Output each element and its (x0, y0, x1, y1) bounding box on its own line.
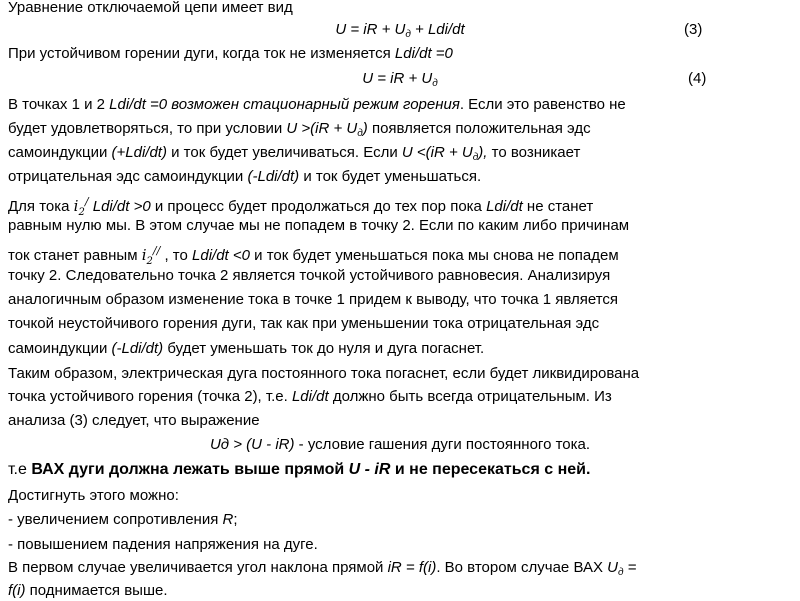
text-line-p14: анализа (3) следует, что выражение (8, 412, 260, 429)
current-i2-prime: $i_2^/$ (73, 195, 89, 218)
text-line-p13: точка устойчивого горения (точка 2), т.е. Ldi/dt должно быть всегда отрицательным. Из (8, 388, 612, 405)
text-line-p6: равным нулю мы. В этом случае мы не попадем в точку 2. Если по каким либо причинам (8, 217, 630, 234)
text-line-p11: самоиндукции (-Ldi/dt) будет уменьшать ток до нуля и дуга погаснет. (8, 340, 485, 357)
equation-4-number: (4) (688, 70, 707, 87)
text-line-steady: При устойчивом горении дуги, когда ток не изменяется Ldi/dt =0 (8, 45, 453, 62)
text-line-p1: В точках 1 и 2 Ldi/dt =0 возможен стационарный режим горения. Если это равенство не (8, 96, 626, 113)
equation-3-number: (3) (684, 21, 703, 38)
text-line-p4: отрицательная эдс самоиндукции (-Ldi/dt) и ток будет уменьшаться. (8, 168, 482, 185)
text-line-p10: точкой неустойчивого горения дуги, так как при уменьшении тока отрицательная эдс (8, 315, 600, 332)
equation-3-body: U = iR + $U_д + Ldi/dt$ (335, 21, 465, 40)
text-line-p18: В первом случае увеличивается угол наклона прямой iR = f(i). Во втором случае ВАХ $U_д$ = (8, 559, 637, 578)
text-line-intro (8, 0, 792, 18)
text: Уравнение отключаемой цепи имеет вид (8, 0, 293, 16)
list-item-resistance: - увеличением сопротивления R; (8, 511, 238, 528)
equation-4-body: U = iR + $U_д$ (362, 70, 438, 89)
text-line-p12: Таким образом, электрическая дуга постоянного тока погаснет, если будет ликвидирована (8, 365, 640, 382)
text-line-p19: f(i) поднимается выше. (8, 582, 168, 599)
text-line-p5: Для тока $i_2^/$ Ldi/dt >0 и процесс будет продолжаться до тех пор пока Ldi/dt не станет (8, 195, 594, 218)
text-line-condition: Uд > (U - iR) - условие гашения дуги постоянного тока. (209, 436, 591, 453)
current-i2-double-prime: $i_2^{//}$ (141, 244, 161, 267)
text-line-p9: аналогичным образом изменение тока в точке 1 придем к выводу, что точка 1 является (8, 291, 619, 308)
text-line-p3: самоиндукции (+Ldi/dt) и ток будет увеличиваться. Если $U <(iR + U_д)$, то возникает (8, 144, 581, 163)
text-line-bold-conclusion: т.е ВАХ дуги должна лежать выше прямой U - iR и не пересекаться с ней. (8, 461, 591, 478)
text-line-p15: Достигнуть этого можно: (8, 487, 179, 504)
list-item-voltage-drop: - повышением падения напряжения на дуге. (8, 536, 318, 553)
equation-4 (8, 69, 792, 89)
equation-3 (8, 20, 792, 40)
text-line-p2: будет удовлетворяться, то при условии $U >(iR + U_д)$ появляется положительная эдс (8, 120, 591, 139)
text-line-p7: ток станет равным $i_2^{//}$ , то Ldi/dt <0 и ток будет уменьшаться пока мы снова не попадем (8, 244, 619, 267)
text-line-p8: точку 2. Следовательно точка 2 является точкой устойчивого равновесия. Анализируя (8, 267, 611, 284)
